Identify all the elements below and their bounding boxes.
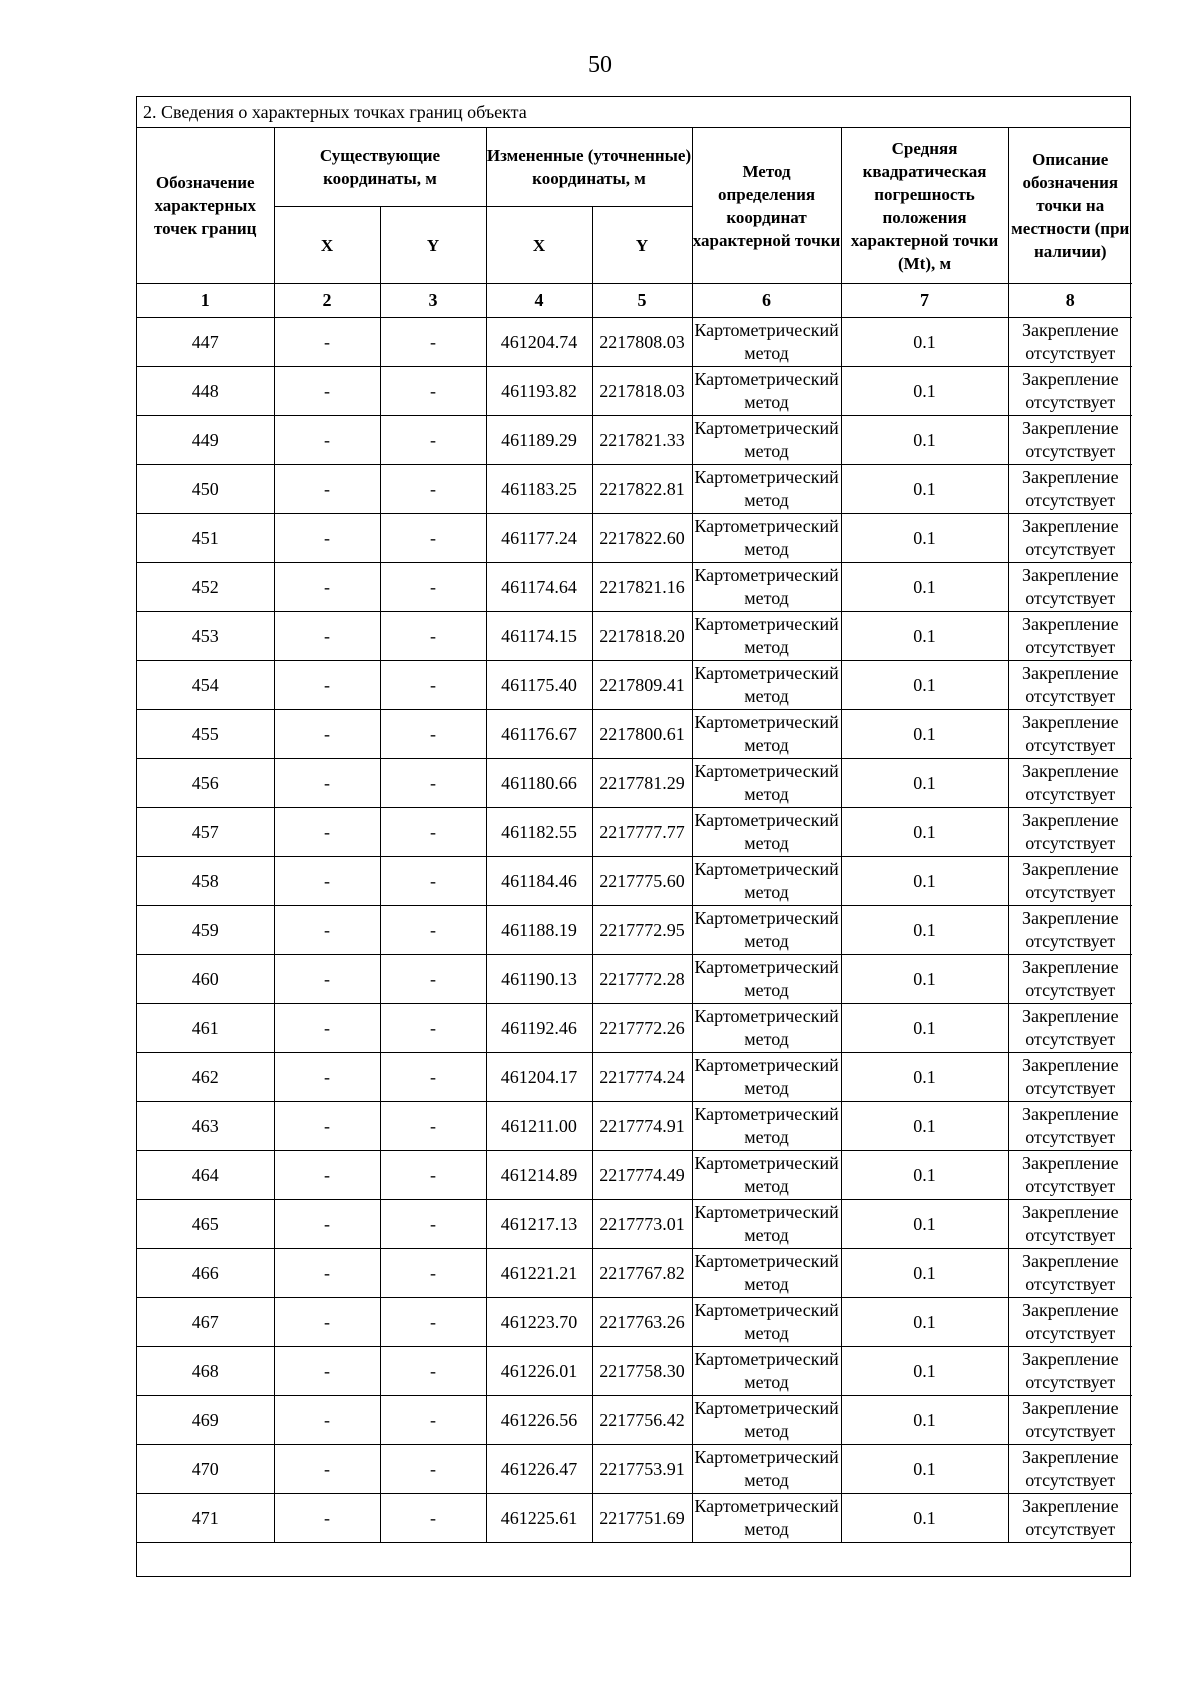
cell-changed-y: 2217808.03	[592, 318, 692, 367]
cell-changed-y: 2217758.30	[592, 1347, 692, 1396]
cell-method: Картометрический метод	[692, 612, 841, 661]
cell-method: Картометрический метод	[692, 1053, 841, 1102]
cell-mt: 0.1	[841, 1298, 1008, 1347]
cell-existing-x: -	[274, 563, 380, 612]
cell-point-number: 456	[137, 759, 274, 808]
cell-existing-y: -	[380, 1004, 486, 1053]
cell-mt: 0.1	[841, 1200, 1008, 1249]
cell-method: Картометрический метод	[692, 1396, 841, 1445]
cell-mt: 0.1	[841, 857, 1008, 906]
cell-description: Закрепление отсутствует	[1008, 416, 1132, 465]
cell-changed-y: 2217822.60	[592, 514, 692, 563]
table-row	[137, 318, 1132, 367]
cell-mt: 0.1	[841, 514, 1008, 563]
cell-point-number: 464	[137, 1151, 274, 1200]
cell-description: Закрепление отсутствует	[1008, 612, 1132, 661]
cell-method: Картометрический метод	[692, 1445, 841, 1494]
cell-description: Закрепление отсутствует	[1008, 759, 1132, 808]
cell-changed-x: 461174.15	[486, 612, 592, 661]
cell-existing-y: -	[380, 1494, 486, 1543]
cell-mt: 0.1	[841, 710, 1008, 759]
cell-description: Закрепление отсутствует	[1008, 710, 1132, 759]
header-existing-coordinates: Существующие координаты, м	[274, 128, 486, 207]
cell-existing-y: -	[380, 808, 486, 857]
section-title: 2. Сведения о характерных точках границ объекта	[137, 97, 1130, 128]
table-row	[137, 1249, 1132, 1298]
table-row	[137, 808, 1132, 857]
cell-changed-y: 2217818.03	[592, 367, 692, 416]
cell-existing-x: -	[274, 612, 380, 661]
cell-changed-y: 2217774.91	[592, 1102, 692, 1151]
table-row	[137, 465, 1132, 514]
cell-changed-x: 461225.61	[486, 1494, 592, 1543]
cell-method: Картометрический метод	[692, 1249, 841, 1298]
header-existing-y: Y	[380, 207, 486, 284]
cell-changed-x: 461226.47	[486, 1445, 592, 1494]
cell-existing-y: -	[380, 416, 486, 465]
cell-changed-y: 2217772.95	[592, 906, 692, 955]
cell-point-number: 459	[137, 906, 274, 955]
cell-existing-x: -	[274, 1298, 380, 1347]
cell-existing-y: -	[380, 1249, 486, 1298]
cell-existing-x: -	[274, 661, 380, 710]
cell-existing-y: -	[380, 906, 486, 955]
cell-point-number: 462	[137, 1053, 274, 1102]
cell-changed-y: 2217777.77	[592, 808, 692, 857]
table-header	[137, 128, 1132, 318]
table-row	[137, 1004, 1132, 1053]
cell-point-number: 448	[137, 367, 274, 416]
cell-method: Картометрический метод	[692, 1494, 841, 1543]
cell-changed-x: 461190.13	[486, 955, 592, 1004]
cell-mt: 0.1	[841, 1151, 1008, 1200]
cell-changed-x: 461177.24	[486, 514, 592, 563]
cell-changed-y: 2217753.91	[592, 1445, 692, 1494]
cell-point-number: 447	[137, 318, 274, 367]
cell-existing-x: -	[274, 906, 380, 955]
table-row	[137, 1102, 1132, 1151]
cell-mt: 0.1	[841, 1347, 1008, 1396]
column-number: 1	[137, 284, 274, 318]
cell-existing-x: -	[274, 710, 380, 759]
cell-changed-y: 2217774.49	[592, 1151, 692, 1200]
cell-changed-y: 2217772.26	[592, 1004, 692, 1053]
cell-changed-y: 2217751.69	[592, 1494, 692, 1543]
cell-method: Картометрический метод	[692, 416, 841, 465]
cell-existing-y: -	[380, 1445, 486, 1494]
cell-changed-y: 2217809.41	[592, 661, 692, 710]
cell-point-number: 465	[137, 1200, 274, 1249]
cell-method: Картометрический метод	[692, 465, 841, 514]
cell-point-number: 468	[137, 1347, 274, 1396]
table-row	[137, 906, 1132, 955]
cell-method: Картометрический метод	[692, 1200, 841, 1249]
header-point-description: Описание обозначения точки на местности (при наличии)	[1008, 128, 1132, 284]
cell-existing-x: -	[274, 1200, 380, 1249]
cell-description: Закрепление отсутствует	[1008, 1053, 1132, 1102]
cell-description: Закрепление отсутствует	[1008, 808, 1132, 857]
table-row	[137, 1347, 1132, 1396]
header-designation: Обозначение характерных точек границ	[137, 128, 274, 284]
cell-changed-x: 461182.55	[486, 808, 592, 857]
cell-description: Закрепление отсутствует	[1008, 857, 1132, 906]
cell-description: Закрепление отсутствует	[1008, 1102, 1132, 1151]
cell-changed-x: 461204.17	[486, 1053, 592, 1102]
cell-method: Картометрический метод	[692, 367, 841, 416]
cell-point-number: 469	[137, 1396, 274, 1445]
cell-method: Картометрический метод	[692, 1102, 841, 1151]
cell-method: Картометрический метод	[692, 1151, 841, 1200]
cell-point-number: 452	[137, 563, 274, 612]
cell-point-number: 463	[137, 1102, 274, 1151]
cell-description: Закрепление отсутствует	[1008, 514, 1132, 563]
cell-changed-x: 461226.56	[486, 1396, 592, 1445]
header-changed-x: X	[486, 207, 592, 284]
column-number: 6	[692, 284, 841, 318]
header-existing-x: X	[274, 207, 380, 284]
cell-changed-x: 461223.70	[486, 1298, 592, 1347]
cell-changed-x: 461192.46	[486, 1004, 592, 1053]
cell-point-number: 470	[137, 1445, 274, 1494]
cell-changed-x: 461180.66	[486, 759, 592, 808]
cell-existing-y: -	[380, 1151, 486, 1200]
cell-changed-x: 461204.74	[486, 318, 592, 367]
cell-mt: 0.1	[841, 563, 1008, 612]
cell-mt: 0.1	[841, 1396, 1008, 1445]
cell-point-number: 458	[137, 857, 274, 906]
cell-existing-y: -	[380, 1396, 486, 1445]
table-row	[137, 1445, 1132, 1494]
cell-mt: 0.1	[841, 367, 1008, 416]
column-number: 7	[841, 284, 1008, 318]
cell-existing-y: -	[380, 563, 486, 612]
cell-changed-y: 2217775.60	[592, 857, 692, 906]
cell-point-number: 453	[137, 612, 274, 661]
cell-changed-x: 461189.29	[486, 416, 592, 465]
cell-description: Закрепление отсутствует	[1008, 1200, 1132, 1249]
cell-point-number: 471	[137, 1494, 274, 1543]
cell-point-number: 461	[137, 1004, 274, 1053]
cell-mt: 0.1	[841, 1249, 1008, 1298]
cell-existing-y: -	[380, 514, 486, 563]
cell-point-number: 466	[137, 1249, 274, 1298]
table-body	[137, 318, 1132, 1543]
cell-mt: 0.1	[841, 808, 1008, 857]
cell-description: Закрепление отсутствует	[1008, 367, 1132, 416]
header-changed-coordinates: Измененные (уточненные) координаты, м	[486, 128, 692, 207]
cell-mt: 0.1	[841, 1445, 1008, 1494]
cell-description: Закрепление отсутствует	[1008, 1151, 1132, 1200]
cell-existing-y: -	[380, 612, 486, 661]
cell-changed-x: 461174.64	[486, 563, 592, 612]
table-row	[137, 1151, 1132, 1200]
cell-existing-y: -	[380, 318, 486, 367]
cell-description: Закрепление отсутствует	[1008, 906, 1132, 955]
cell-existing-x: -	[274, 1102, 380, 1151]
cell-changed-y: 2217773.01	[592, 1200, 692, 1249]
cell-changed-y: 2217772.28	[592, 955, 692, 1004]
cell-method: Картометрический метод	[692, 759, 841, 808]
cell-description: Закрепление отсутствует	[1008, 465, 1132, 514]
cell-point-number: 449	[137, 416, 274, 465]
cell-description: Закрепление отсутствует	[1008, 563, 1132, 612]
cell-changed-y: 2217821.16	[592, 563, 692, 612]
cell-changed-x: 461184.46	[486, 857, 592, 906]
cell-changed-y: 2217781.29	[592, 759, 692, 808]
table-row	[137, 710, 1132, 759]
cell-changed-y: 2217774.24	[592, 1053, 692, 1102]
cell-changed-x: 461211.00	[486, 1102, 592, 1151]
cell-existing-y: -	[380, 1347, 486, 1396]
cell-point-number: 460	[137, 955, 274, 1004]
header-method: Метод определения координат характерной точки	[692, 128, 841, 284]
cell-existing-y: -	[380, 955, 486, 1004]
table-row	[137, 955, 1132, 1004]
cell-changed-x: 461193.82	[486, 367, 592, 416]
cell-changed-x: 461217.13	[486, 1200, 592, 1249]
page-number: 50	[588, 52, 612, 78]
table-row	[137, 1200, 1132, 1249]
cell-changed-x: 461183.25	[486, 465, 592, 514]
cell-point-number: 450	[137, 465, 274, 514]
cell-existing-x: -	[274, 1445, 380, 1494]
cell-existing-x: -	[274, 367, 380, 416]
table-row	[137, 661, 1132, 710]
cell-mt: 0.1	[841, 1494, 1008, 1543]
cell-changed-y: 2217763.26	[592, 1298, 692, 1347]
cell-method: Картометрический метод	[692, 514, 841, 563]
cell-existing-y: -	[380, 367, 486, 416]
cell-existing-y: -	[380, 1200, 486, 1249]
cell-changed-x: 461221.21	[486, 1249, 592, 1298]
cell-changed-x: 461214.89	[486, 1151, 592, 1200]
cell-method: Картометрический метод	[692, 906, 841, 955]
cell-method: Картометрический метод	[692, 857, 841, 906]
cell-description: Закрепление отсутствует	[1008, 318, 1132, 367]
cell-existing-x: -	[274, 1151, 380, 1200]
cell-mt: 0.1	[841, 416, 1008, 465]
cell-description: Закрепление отсутствует	[1008, 955, 1132, 1004]
cell-description: Закрепление отсутствует	[1008, 1445, 1132, 1494]
column-number: 4	[486, 284, 592, 318]
cell-existing-y: -	[380, 710, 486, 759]
cell-existing-x: -	[274, 759, 380, 808]
cell-mt: 0.1	[841, 1102, 1008, 1151]
cell-description: Закрепление отсутствует	[1008, 1347, 1132, 1396]
table-row	[137, 1053, 1132, 1102]
cell-existing-y: -	[380, 1102, 486, 1151]
cell-changed-x: 461176.67	[486, 710, 592, 759]
cell-mt: 0.1	[841, 906, 1008, 955]
cell-existing-x: -	[274, 514, 380, 563]
column-number: 8	[1008, 284, 1132, 318]
cell-point-number: 467	[137, 1298, 274, 1347]
cell-changed-y: 2217822.81	[592, 465, 692, 514]
table-row	[137, 514, 1132, 563]
cell-existing-y: -	[380, 465, 486, 514]
header-mean-square-error: Средняя квадратическая погрешность положения характерной точки (Mt), м	[841, 128, 1008, 284]
table-row	[137, 563, 1132, 612]
cell-mt: 0.1	[841, 1004, 1008, 1053]
table-row	[137, 612, 1132, 661]
cell-changed-x: 461226.01	[486, 1347, 592, 1396]
cell-mt: 0.1	[841, 955, 1008, 1004]
cell-existing-y: -	[380, 857, 486, 906]
table-row	[137, 1396, 1132, 1445]
cell-method: Картометрический метод	[692, 318, 841, 367]
cell-existing-x: -	[274, 318, 380, 367]
cell-description: Закрепление отсутствует	[1008, 1298, 1132, 1347]
cell-existing-x: -	[274, 1396, 380, 1445]
cell-existing-y: -	[380, 1298, 486, 1347]
column-number: 3	[380, 284, 486, 318]
cell-existing-x: -	[274, 1053, 380, 1102]
header-changed-y: Y	[592, 207, 692, 284]
cell-method: Картометрический метод	[692, 1347, 841, 1396]
boundary-points-section	[136, 96, 1131, 1577]
cell-existing-x: -	[274, 808, 380, 857]
column-number: 5	[592, 284, 692, 318]
cell-point-number: 454	[137, 661, 274, 710]
cell-changed-y: 2217818.20	[592, 612, 692, 661]
table-row	[137, 1298, 1132, 1347]
cell-changed-y: 2217756.42	[592, 1396, 692, 1445]
cell-method: Картометрический метод	[692, 661, 841, 710]
boundary-points-table	[137, 128, 1132, 1576]
table-row	[137, 857, 1132, 906]
cell-description: Закрепление отсутствует	[1008, 1004, 1132, 1053]
table-row	[137, 367, 1132, 416]
cell-description: Закрепление отсутствует	[1008, 1494, 1132, 1543]
cell-mt: 0.1	[841, 465, 1008, 514]
table-row	[137, 1494, 1132, 1543]
cell-existing-x: -	[274, 857, 380, 906]
cell-existing-x: -	[274, 1249, 380, 1298]
cell-description: Закрепление отсутствует	[1008, 1396, 1132, 1445]
cell-existing-y: -	[380, 1053, 486, 1102]
cell-existing-x: -	[274, 955, 380, 1004]
cell-mt: 0.1	[841, 1053, 1008, 1102]
cell-existing-y: -	[380, 759, 486, 808]
cell-mt: 0.1	[841, 612, 1008, 661]
cell-existing-x: -	[274, 1494, 380, 1543]
cell-changed-x: 461188.19	[486, 906, 592, 955]
cell-mt: 0.1	[841, 759, 1008, 808]
column-number-row	[137, 284, 1132, 318]
empty-footer-cell	[137, 1543, 1132, 1577]
cell-point-number: 455	[137, 710, 274, 759]
cell-existing-x: -	[274, 1347, 380, 1396]
cell-method: Картометрический метод	[692, 710, 841, 759]
cell-point-number: 457	[137, 808, 274, 857]
cell-method: Картометрический метод	[692, 955, 841, 1004]
cell-changed-y: 2217800.61	[592, 710, 692, 759]
cell-existing-x: -	[274, 416, 380, 465]
cell-mt: 0.1	[841, 318, 1008, 367]
cell-changed-y: 2217821.33	[592, 416, 692, 465]
cell-existing-y: -	[380, 661, 486, 710]
table-row	[137, 416, 1132, 465]
cell-method: Картометрический метод	[692, 1004, 841, 1053]
cell-existing-x: -	[274, 1004, 380, 1053]
column-number: 2	[274, 284, 380, 318]
cell-existing-x: -	[274, 465, 380, 514]
cell-description: Закрепление отсутствует	[1008, 1249, 1132, 1298]
cell-description: Закрепление отсутствует	[1008, 661, 1132, 710]
table-footer-row	[137, 1543, 1132, 1577]
cell-mt: 0.1	[841, 661, 1008, 710]
table-row	[137, 759, 1132, 808]
cell-changed-x: 461175.40	[486, 661, 592, 710]
cell-method: Картометрический метод	[692, 1298, 841, 1347]
cell-method: Картометрический метод	[692, 563, 841, 612]
cell-method: Картометрический метод	[692, 808, 841, 857]
cell-changed-y: 2217767.82	[592, 1249, 692, 1298]
cell-point-number: 451	[137, 514, 274, 563]
